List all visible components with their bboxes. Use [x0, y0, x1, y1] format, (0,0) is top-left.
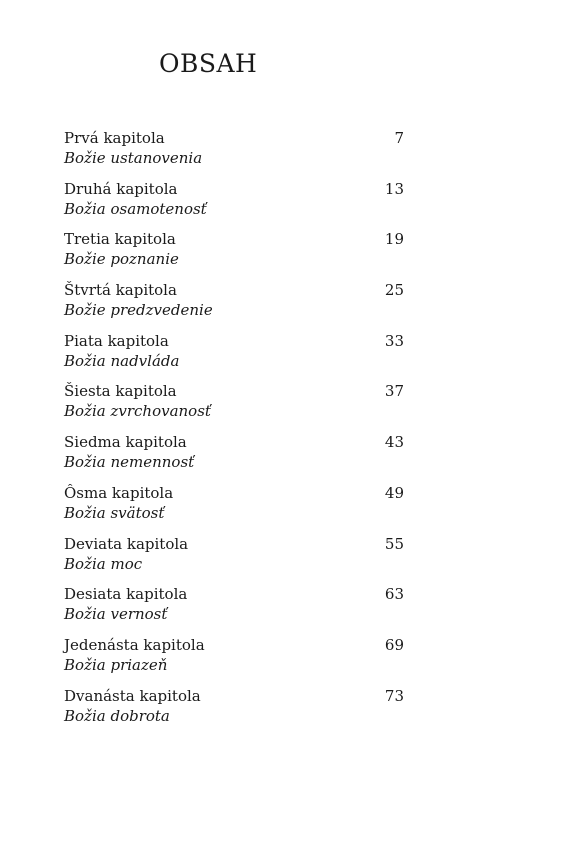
- page-number: 19: [384, 230, 404, 249]
- chapter-label: Deviata kapitola: [64, 534, 189, 553]
- page-number: 37: [384, 382, 404, 401]
- page-number: 7: [394, 129, 404, 147]
- chapter-label: Druhá kapitola: [64, 179, 178, 198]
- toc-entry: [64, 483, 404, 534]
- toc-entry: [64, 229, 404, 280]
- chapter-label: Prvá kapitola: [64, 129, 165, 147]
- toc-entry: [64, 331, 404, 382]
- chapter-subtitle: Božia svätosť: [64, 503, 165, 522]
- chapter-subtitle: Božia dobrota: [64, 706, 170, 725]
- toc-entry: [64, 381, 404, 432]
- chapter-subtitle: Božie predzvedenie: [64, 301, 213, 320]
- page-number: 55: [384, 534, 404, 553]
- chapter-subtitle: Božia osamotenosť: [64, 199, 207, 218]
- chapter-subtitle: Božia vernosť: [64, 605, 168, 624]
- toc-entry: [64, 280, 404, 331]
- chapter-label: Dvanásta kapitola: [64, 686, 201, 705]
- page-number: 43: [384, 433, 404, 452]
- chapter-label: Šiesta kapitola: [64, 382, 177, 401]
- chapter-subtitle: Božia zvrchovanosť: [64, 402, 211, 421]
- page-title: OBSAH: [159, 49, 258, 78]
- chapter-subtitle: Božia priazeň: [64, 655, 168, 674]
- chapter-subtitle: Božia moc: [64, 554, 143, 573]
- page-number: 13: [384, 179, 404, 198]
- chapter-subtitle: Božie poznanie: [64, 250, 179, 269]
- toc-entry: [64, 128, 404, 179]
- page-number: 69: [384, 635, 404, 654]
- chapter-label: Desiata kapitola: [64, 585, 188, 604]
- toc-entry: [64, 432, 404, 483]
- chapter-subtitle: Božie ustanovenia: [64, 149, 203, 167]
- chapter-subtitle: Božia nemennosť: [64, 453, 195, 472]
- chapter-label: Siedma kapitola: [64, 433, 187, 452]
- page-number: 73: [384, 686, 404, 705]
- toc-entry: [64, 584, 404, 635]
- chapter-label: Štvrtá kapitola: [64, 281, 177, 300]
- page-number: 25: [384, 281, 404, 300]
- page-number: 63: [384, 585, 404, 604]
- page-number: 33: [384, 331, 404, 350]
- chapter-label: Jedenásta kapitola: [64, 635, 205, 654]
- chapter-label: Ôsma kapitola: [64, 483, 174, 502]
- chapter-label: Tretia kapitola: [64, 230, 176, 249]
- chapter-subtitle: Božia nadvláda: [64, 351, 180, 370]
- table-of-contents: [64, 128, 404, 736]
- toc-entry: [64, 534, 404, 585]
- toc-entry: [64, 686, 404, 737]
- page-number: 49: [384, 483, 404, 502]
- toc-entry: [64, 635, 404, 686]
- toc-entry: [64, 179, 404, 230]
- chapter-label: Piata kapitola: [64, 331, 169, 350]
